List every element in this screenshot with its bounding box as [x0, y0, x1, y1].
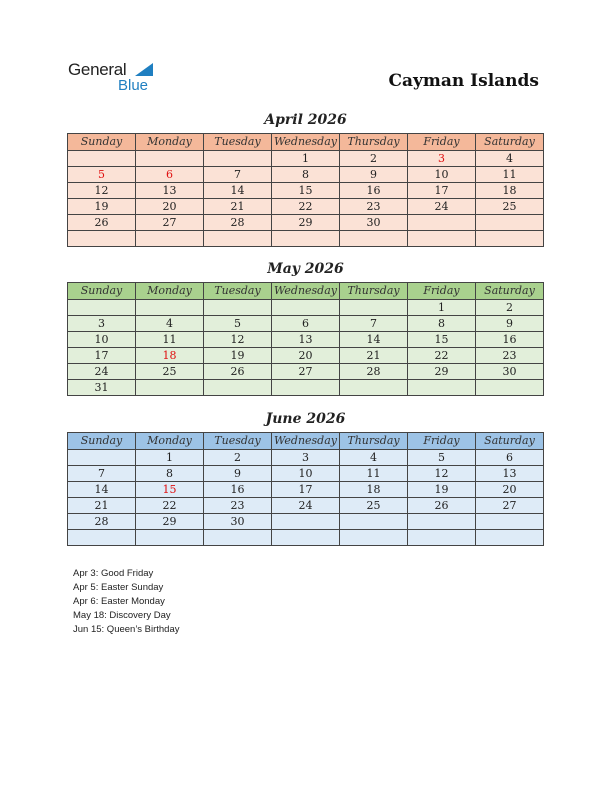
day-cell: 5	[68, 167, 136, 183]
country-title: Cayman Islands	[388, 71, 539, 91]
week-row	[68, 380, 544, 396]
weekday-header: Saturday	[476, 134, 544, 151]
day-cell	[476, 380, 544, 396]
day-cell	[68, 151, 136, 167]
day-cell: 20	[272, 348, 340, 364]
day-cell	[136, 380, 204, 396]
day-cell: 16	[340, 183, 408, 199]
day-cell	[476, 530, 544, 546]
holiday-item: Jun 15: Queen’s Birthday	[73, 624, 180, 635]
day-cell: 27	[136, 215, 204, 231]
day-cell	[272, 530, 340, 546]
day-cell: 10	[272, 466, 340, 482]
day-cell: 6	[476, 450, 544, 466]
weekday-header-row	[68, 283, 544, 300]
weekday-header: Tuesday	[204, 134, 272, 151]
day-cell: 6	[272, 316, 340, 332]
day-cell: 19	[408, 482, 476, 498]
day-cell	[272, 514, 340, 530]
day-cell: 26	[68, 215, 136, 231]
day-cell: 3	[408, 151, 476, 167]
week-row	[68, 498, 544, 514]
day-cell: 10	[408, 167, 476, 183]
day-cell: 29	[408, 364, 476, 380]
day-cell: 16	[204, 482, 272, 498]
day-cell	[204, 231, 272, 247]
day-cell: 10	[68, 332, 136, 348]
day-cell: 20	[476, 482, 544, 498]
weekday-header: Thursday	[340, 134, 408, 151]
holiday-list	[73, 567, 180, 637]
day-cell: 12	[204, 332, 272, 348]
day-cell: 12	[68, 183, 136, 199]
day-cell: 2	[476, 300, 544, 316]
week-row	[68, 530, 544, 546]
day-cell: 19	[204, 348, 272, 364]
day-cell: 26	[204, 364, 272, 380]
day-cell	[136, 300, 204, 316]
calendar-june	[67, 432, 544, 546]
day-cell: 8	[136, 466, 204, 482]
weekday-header: Tuesday	[204, 283, 272, 300]
day-cell: 12	[408, 466, 476, 482]
day-cell: 29	[272, 215, 340, 231]
weekday-header: Sunday	[68, 134, 136, 151]
day-cell: 31	[68, 380, 136, 396]
logo-text-blue: Blue	[118, 77, 149, 94]
calendar-may	[67, 282, 544, 396]
day-cell	[476, 231, 544, 247]
weekday-header-row	[68, 134, 544, 151]
week-row	[68, 348, 544, 364]
day-cell: 13	[136, 183, 204, 199]
day-cell: 4	[476, 151, 544, 167]
day-cell: 28	[68, 514, 136, 530]
day-cell	[340, 530, 408, 546]
holiday-item: Apr 3: Good Friday	[73, 568, 154, 579]
day-cell: 30	[204, 514, 272, 530]
weekday-header: Friday	[408, 433, 476, 450]
day-cell: 2	[340, 151, 408, 167]
day-cell	[68, 231, 136, 247]
week-row	[68, 364, 544, 380]
day-cell: 14	[204, 183, 272, 199]
day-cell	[340, 300, 408, 316]
day-cell: 9	[204, 466, 272, 482]
day-cell: 21	[340, 348, 408, 364]
month-title-april: April 2026	[264, 112, 347, 128]
day-cell: 23	[204, 498, 272, 514]
week-row	[68, 316, 544, 332]
day-cell	[136, 231, 204, 247]
day-cell	[408, 231, 476, 247]
weekday-header: Thursday	[340, 283, 408, 300]
week-row	[68, 167, 544, 183]
day-cell: 4	[136, 316, 204, 332]
day-cell: 26	[408, 498, 476, 514]
day-cell: 21	[68, 498, 136, 514]
day-cell	[272, 231, 340, 247]
day-cell: 30	[476, 364, 544, 380]
day-cell	[272, 300, 340, 316]
day-cell: 15	[272, 183, 340, 199]
week-row	[68, 332, 544, 348]
day-cell: 5	[204, 316, 272, 332]
day-cell: 11	[476, 167, 544, 183]
day-cell: 13	[476, 466, 544, 482]
day-cell	[68, 300, 136, 316]
weekday-header: Wednesday	[272, 433, 340, 450]
week-row	[68, 300, 544, 316]
day-cell: 11	[136, 332, 204, 348]
day-cell: 24	[68, 364, 136, 380]
day-cell: 30	[340, 215, 408, 231]
day-cell: 22	[408, 348, 476, 364]
day-cell: 24	[272, 498, 340, 514]
weekday-header: Wednesday	[272, 134, 340, 151]
day-cell	[204, 300, 272, 316]
weekday-header: Friday	[408, 283, 476, 300]
weekday-header: Monday	[136, 283, 204, 300]
day-cell: 25	[476, 199, 544, 215]
month-title-june: June 2026	[265, 411, 346, 427]
day-cell	[136, 151, 204, 167]
week-row	[68, 199, 544, 215]
month-title-may: May 2026	[267, 261, 344, 277]
day-cell: 27	[272, 364, 340, 380]
weekday-header: Friday	[408, 134, 476, 151]
day-cell: 5	[408, 450, 476, 466]
day-cell: 18	[340, 482, 408, 498]
day-cell: 25	[340, 498, 408, 514]
day-cell: 22	[272, 199, 340, 215]
logo-triangle-icon	[135, 63, 153, 76]
day-cell	[408, 215, 476, 231]
weekday-header: Thursday	[340, 433, 408, 450]
week-row	[68, 466, 544, 482]
day-cell	[68, 450, 136, 466]
day-cell: 15	[408, 332, 476, 348]
day-cell: 17	[408, 183, 476, 199]
day-cell: 20	[136, 199, 204, 215]
day-cell	[272, 380, 340, 396]
day-cell: 1	[136, 450, 204, 466]
weekday-header: Saturday	[476, 433, 544, 450]
week-row	[68, 151, 544, 167]
generalblue-logo	[68, 60, 168, 96]
day-cell: 1	[272, 151, 340, 167]
day-cell: 2	[204, 450, 272, 466]
weekday-header: Monday	[136, 134, 204, 151]
day-cell: 28	[204, 215, 272, 231]
weekday-header: Tuesday	[204, 433, 272, 450]
day-cell: 17	[68, 348, 136, 364]
day-cell: 27	[476, 498, 544, 514]
day-cell: 4	[340, 450, 408, 466]
day-cell: 1	[408, 300, 476, 316]
day-cell: 18	[476, 183, 544, 199]
day-cell: 7	[204, 167, 272, 183]
day-cell: 8	[408, 316, 476, 332]
weekday-header: Sunday	[68, 283, 136, 300]
day-cell	[408, 530, 476, 546]
day-cell: 29	[136, 514, 204, 530]
day-cell: 11	[340, 466, 408, 482]
day-cell: 7	[68, 466, 136, 482]
weekday-header: Wednesday	[272, 283, 340, 300]
day-cell: 24	[408, 199, 476, 215]
holiday-item: May 18: Discovery Day	[73, 610, 171, 621]
holiday-item: Apr 6: Easter Monday	[73, 596, 165, 607]
day-cell: 6	[136, 167, 204, 183]
weekday-header: Saturday	[476, 283, 544, 300]
day-cell: 8	[272, 167, 340, 183]
day-cell	[340, 514, 408, 530]
weekday-header-row	[68, 433, 544, 450]
day-cell	[476, 514, 544, 530]
day-cell: 9	[476, 316, 544, 332]
day-cell	[204, 380, 272, 396]
holiday-item: Apr 5: Easter Sunday	[73, 582, 164, 593]
day-cell: 19	[68, 199, 136, 215]
day-cell: 3	[272, 450, 340, 466]
week-row	[68, 450, 544, 466]
day-cell: 25	[136, 364, 204, 380]
logo-text-general: General	[68, 60, 127, 79]
day-cell: 22	[136, 498, 204, 514]
day-cell	[204, 530, 272, 546]
day-cell	[204, 151, 272, 167]
week-row	[68, 215, 544, 231]
day-cell	[408, 514, 476, 530]
day-cell: 18	[136, 348, 204, 364]
day-cell: 17	[272, 482, 340, 498]
day-cell	[136, 530, 204, 546]
day-cell: 15	[136, 482, 204, 498]
day-cell: 28	[340, 364, 408, 380]
week-row	[68, 514, 544, 530]
weekday-header: Sunday	[68, 433, 136, 450]
day-cell	[408, 380, 476, 396]
day-cell	[476, 215, 544, 231]
calendar-april	[67, 133, 544, 247]
day-cell: 16	[476, 332, 544, 348]
week-row	[68, 231, 544, 247]
day-cell: 13	[272, 332, 340, 348]
week-row	[68, 482, 544, 498]
day-cell: 3	[68, 316, 136, 332]
day-cell: 23	[476, 348, 544, 364]
day-cell: 9	[340, 167, 408, 183]
day-cell: 21	[204, 199, 272, 215]
day-cell	[340, 231, 408, 247]
week-row	[68, 183, 544, 199]
day-cell: 14	[340, 332, 408, 348]
day-cell: 14	[68, 482, 136, 498]
weekday-header: Monday	[136, 433, 204, 450]
day-cell	[340, 380, 408, 396]
day-cell: 23	[340, 199, 408, 215]
day-cell	[68, 530, 136, 546]
day-cell: 7	[340, 316, 408, 332]
